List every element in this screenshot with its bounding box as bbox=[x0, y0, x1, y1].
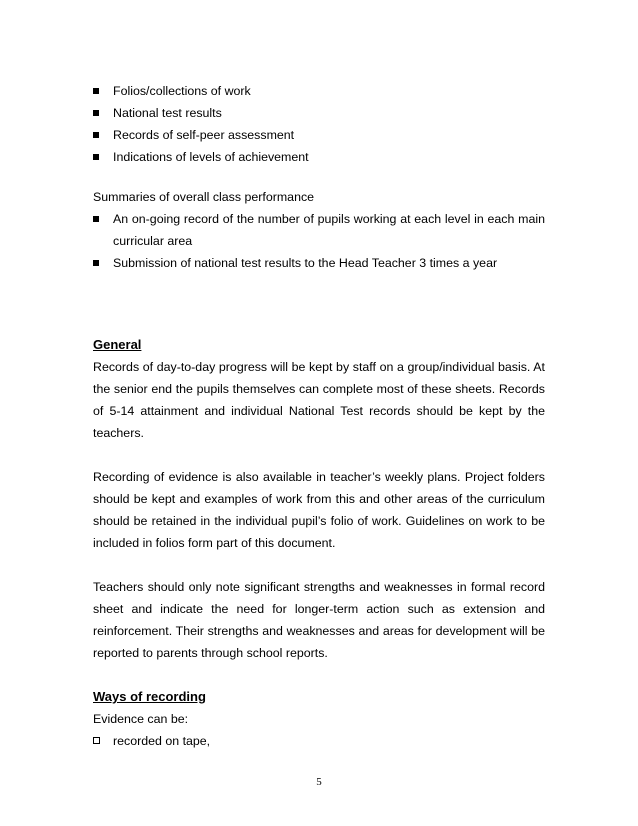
list-item bbox=[93, 252, 545, 274]
page-number: 5 bbox=[316, 776, 322, 788]
ways-heading: Ways of recording bbox=[93, 689, 206, 704]
general-paragraph-2: Recording of evidence is also available in teacher’s weekly plans. Project folders should be kept and examples of work from this and other areas of the curriculum should be retained in the individual pupil’s folio of work. Guidelines on work to be included in folios form part of this document. bbox=[93, 470, 545, 550]
square-bullet-icon bbox=[93, 154, 99, 160]
general-paragraph-1: Records of day-to-day progress will be kept by staff on a group/individual basis. At the senior end the pupils themselves can complete most of these sheets. Records of 5-14 attainment and individual National Test records should be kept by the teachers. bbox=[93, 360, 545, 440]
list-item-text: Submission of national test results to the Head Teacher 3 times a year bbox=[113, 256, 498, 270]
square-bullet-icon bbox=[93, 132, 99, 138]
list-item bbox=[93, 730, 545, 752]
evidence-list bbox=[93, 80, 545, 168]
square-bullet-icon bbox=[93, 88, 99, 94]
list-item bbox=[93, 124, 545, 146]
summaries-list bbox=[93, 208, 545, 274]
list-item-text: recorded on tape, bbox=[113, 734, 211, 748]
list-item-text: Indications of levels of achievement bbox=[113, 150, 309, 164]
square-bullet-icon bbox=[93, 216, 99, 222]
summaries-heading: Summaries of overall class performance bbox=[93, 190, 315, 204]
square-bullet-icon bbox=[93, 260, 99, 266]
document-body bbox=[93, 80, 545, 752]
ways-list bbox=[93, 730, 545, 752]
list-item-text: An on-going record of the number of pupils working at each level in each main curricular area bbox=[113, 212, 545, 248]
general-heading: General bbox=[93, 337, 142, 352]
list-item-text: Folios/collections of work bbox=[113, 84, 251, 98]
list-item-text: National test results bbox=[113, 106, 222, 120]
list-item bbox=[93, 80, 545, 102]
list-item bbox=[93, 208, 545, 252]
hollow-square-bullet-icon bbox=[93, 737, 100, 744]
list-item bbox=[93, 146, 545, 168]
general-paragraph-3: Teachers should only note significant strengths and weaknesses in formal record sheet and indicate the need for longer-term action such as extension and reinforcement. Their strengths and weaknesses and areas for development will be reported to parents through school reports. bbox=[93, 580, 545, 660]
list-item bbox=[93, 102, 545, 124]
square-bullet-icon bbox=[93, 110, 99, 116]
ways-intro: Evidence can be: bbox=[93, 712, 189, 726]
list-item-text: Records of self-peer assessment bbox=[113, 128, 295, 142]
